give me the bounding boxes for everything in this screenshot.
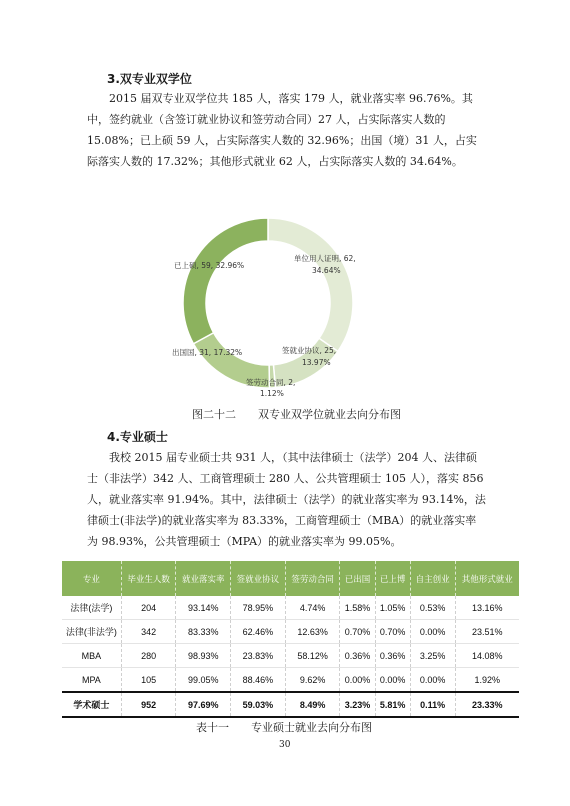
table-cell: 98.93% bbox=[176, 644, 231, 668]
table-cell: 8.49% bbox=[285, 692, 340, 717]
donut-slice-4 bbox=[183, 218, 268, 344]
col-header-employment-rate: 就业落实率 bbox=[176, 561, 231, 596]
table-cell: 法律(法学) bbox=[62, 596, 121, 620]
table-cell: 99.05% bbox=[176, 668, 231, 693]
table-header-row bbox=[62, 561, 519, 596]
slice-label-abroad: 出国国, 31, 17.32% bbox=[172, 348, 243, 357]
col-header-major: 专业 bbox=[62, 561, 121, 596]
table-cell: 0.11% bbox=[410, 692, 455, 717]
slice-label-labor-contract-line1: 签劳动合同, 2, bbox=[246, 378, 296, 387]
table-row bbox=[62, 668, 519, 693]
professional-masters-table bbox=[62, 561, 519, 718]
table-cell: 1.92% bbox=[455, 668, 519, 693]
table-caption: 表十一 专业硕士就业去向分布图 bbox=[196, 721, 372, 734]
slice-label-employment-agreement-line2: 13.97% bbox=[302, 358, 331, 367]
table-row bbox=[62, 644, 519, 668]
section4-paragraph: 我校 2015 届专业硕士共 931 人，（其中法律硕士（法学）204 人、法律硕士（非法学）342 人、工商管理硕士 280 人、公共管理硕士 105 人），落实 856 人，就业落实率 91.94%。其中，法律硕士（法学）的就业落实率为 93.14%，法律硕士(非法学)的就业落实率为 83.33%，工商管理硕士（MBA）的就业落实率为 98.93%，公共管理硕士（MPA）的就业落实率为 99.05%。 bbox=[87, 451, 486, 548]
page-number: 30 bbox=[279, 740, 291, 750]
table-cell: 9.62% bbox=[285, 668, 340, 693]
table-cell: 280 bbox=[121, 644, 176, 668]
col-header-other: 其他形式就业 bbox=[455, 561, 519, 596]
col-header-abroad: 已出国 bbox=[340, 561, 375, 596]
donut-chart bbox=[150, 205, 410, 405]
table-cell: 3.25% bbox=[410, 644, 455, 668]
table-cell: 0.70% bbox=[340, 620, 375, 644]
table-row bbox=[62, 596, 519, 620]
donut-chart-svg bbox=[150, 205, 410, 405]
col-header-graduates: 毕业生人数 bbox=[121, 561, 176, 596]
slice-label-phd: 已上硕, 59, 32.96% bbox=[174, 261, 245, 270]
table-cell: 3.23% bbox=[340, 692, 375, 717]
slice-label-labor-contract-line2: 1.12% bbox=[260, 389, 284, 398]
table-cell: 62.46% bbox=[231, 620, 286, 644]
table-cell: MBA bbox=[62, 644, 121, 668]
table-cell: 学术硕士 bbox=[62, 692, 121, 717]
table-cell: 97.69% bbox=[176, 692, 231, 717]
table-cell: 0.70% bbox=[375, 620, 410, 644]
table-cell: 0.36% bbox=[375, 644, 410, 668]
table-cell: 23.83% bbox=[231, 644, 286, 668]
table-cell: 105 bbox=[121, 668, 176, 693]
table-cell: 1.58% bbox=[340, 596, 375, 620]
table-cell: 4.74% bbox=[285, 596, 340, 620]
table-cell: 0.53% bbox=[410, 596, 455, 620]
table-cell: 23.51% bbox=[455, 620, 519, 644]
section3-heading: 3.双专业双学位 bbox=[107, 72, 192, 86]
donut-slice-0 bbox=[268, 218, 353, 351]
table-cell: 93.14% bbox=[176, 596, 231, 620]
col-header-labor-contract: 签劳动合同 bbox=[285, 561, 340, 596]
table-cell: 0.36% bbox=[340, 644, 375, 668]
table-cell: 23.33% bbox=[455, 692, 519, 717]
table-row bbox=[62, 620, 519, 644]
figure-caption: 图二十二 双专业双学位就业去向分布图 bbox=[192, 408, 401, 421]
slice-label-employer-proof-line1: 单位用人证明, 62, bbox=[294, 254, 356, 263]
table-cell: 952 bbox=[121, 692, 176, 717]
section4-heading: 4.专业硕士 bbox=[107, 430, 168, 444]
table-cell: MPA bbox=[62, 668, 121, 693]
col-header-phd: 已上博 bbox=[375, 561, 410, 596]
table-cell: 0.00% bbox=[340, 668, 375, 693]
table-cell: 5.81% bbox=[375, 692, 410, 717]
table-cell: 13.16% bbox=[455, 596, 519, 620]
table-cell: 12.63% bbox=[285, 620, 340, 644]
col-header-self-employed: 自主创业 bbox=[410, 561, 455, 596]
table-cell: 59.03% bbox=[231, 692, 286, 717]
table-cell: 342 bbox=[121, 620, 176, 644]
table-cell: 0.00% bbox=[375, 668, 410, 693]
table-cell: 78.95% bbox=[231, 596, 286, 620]
col-header-employment-agreement: 签就业协议 bbox=[231, 561, 286, 596]
table-cell: 204 bbox=[121, 596, 176, 620]
slice-label-employer-proof-line2: 34.64% bbox=[312, 266, 341, 275]
table-total-row bbox=[62, 692, 519, 717]
table-cell: 58.12% bbox=[285, 644, 340, 668]
table-cell: 法律(非法学) bbox=[62, 620, 121, 644]
table-cell: 0.00% bbox=[410, 668, 455, 693]
table-cell: 88.46% bbox=[231, 668, 286, 693]
table-cell: 1.05% bbox=[375, 596, 410, 620]
table-cell: 14.08% bbox=[455, 644, 519, 668]
section3-paragraph: 2015 届双专业双学位共 185 人，落实 179 人，就业落实率 96.76%。其中，签约就业（含签订就业协议和签劳动合同）27 人，占实际落实人数的 15.08%；已上硕 59 人，占实际落实人数的 32.96%；出国（境）31 人，占实际落实人数的 17.32%；其他形式就业 62 人，占实际落实人数的 34.64%。 bbox=[87, 92, 477, 168]
table-cell: 83.33% bbox=[176, 620, 231, 644]
slice-label-employment-agreement-line1: 签就业协议, 25, bbox=[282, 346, 337, 355]
table-cell: 0.00% bbox=[410, 620, 455, 644]
